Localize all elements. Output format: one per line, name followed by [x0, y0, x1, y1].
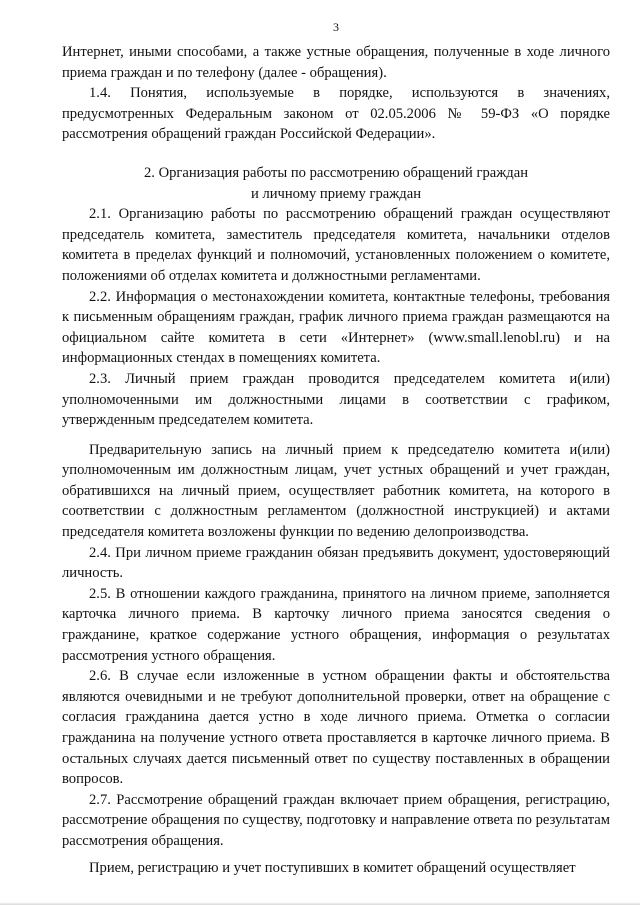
paragraph-intro-continuation: Интернет, иными способами, а также устные обращения, полученные в ходе личного приема граждан и по телефону (далее - обращения).	[62, 44, 610, 81]
paragraph-2-2: 2.2. Информация о местонахождении комитета, контактные телефоны, требования к письменным обращениям граждан, график личного приема граждан размещаются на официальном сайте комитета в сети «Интернет» (www.small.lenobl.ru) и на информационных стендах в помещениях комитета.	[62, 288, 610, 367]
paragraph-2-6: 2.6. В случае если изложенные в устном обращении факты и обстоятельства являются очевидными и не требуют дополнительной проверки, ответ на обращение с согласия гражданина дается устно в ходе личного приема. Отметка о согласии гражданина на получение устного ответа проставляется в карточке личного приема. В остальных случаях дается письменный ответ по существу поставленных в обращении вопросов.	[62, 668, 610, 788]
paragraph-2-1: 2.1. Организацию работы по рассмотрению обращений граждан осуществляют председатель комитета, заместитель председателя комитета, начальники отделов комитета в пределах функций и полномочий, установленных положением о комитете, положениями об отделах комитета и должностными регламентами.	[62, 206, 610, 284]
paragraph-1-4: 1.4. Понятия, используемые в порядке, используются в значениях, предусмотренных Федеральным законом от 02.05.2006 № 59-ФЗ «О порядке рассмотрения обращений граждан Российской Федерации».	[62, 85, 610, 143]
paragraph-2-4: 2.4. При личном приеме гражданин обязан предъявить документ, удостоверяющий личность.	[62, 544, 610, 582]
paragraph-2-5: 2.5. В отношении каждого гражданина, принятого на личном приеме, заполняется карточка личного приема. В карточку личного приема заносятся сведения о гражданине, краткое содержание устного обращения, информация о результатах рассмотрения устного обращения.	[62, 585, 610, 664]
page-number: 3	[333, 20, 339, 34]
paragraph-2-7: 2.7. Рассмотрение обращений граждан включает прием обращения, регистрацию, рассмотрение обращения по существу, подготовку и направление ответа по результатам рассмотрения обращения.	[62, 791, 610, 849]
section-heading-line-1: 2. Организация работы по рассмотрению обращений граждан	[143, 164, 529, 181]
paragraph-2-3: 2.3. Личный прием граждан проводится председателем комитета и(или) уполномоченными им должностными лицами в соответствии с графиком, утвержденным председателем комитета.	[62, 370, 610, 429]
paragraph-reception-registration: Прием, регистрацию и учет поступивших в комитет обращений осуществляет	[89, 859, 576, 876]
paragraph-preliminary-registration: Предварительную запись на личный прием к председателю комитета и(или) уполномоченным им должностным лицам, учет устных обращений и учет граждан, обратившихся на личный прием, осуществляет работник комитета, на которого в соответствии с должностным регламентом (должностной инструкцией) и актами председателя комитета возложены функции по ведению делопроизводства.	[62, 441, 610, 541]
section-heading	[62, 163, 610, 204]
section-heading-line-2: и личному приему граждан	[250, 185, 422, 202]
